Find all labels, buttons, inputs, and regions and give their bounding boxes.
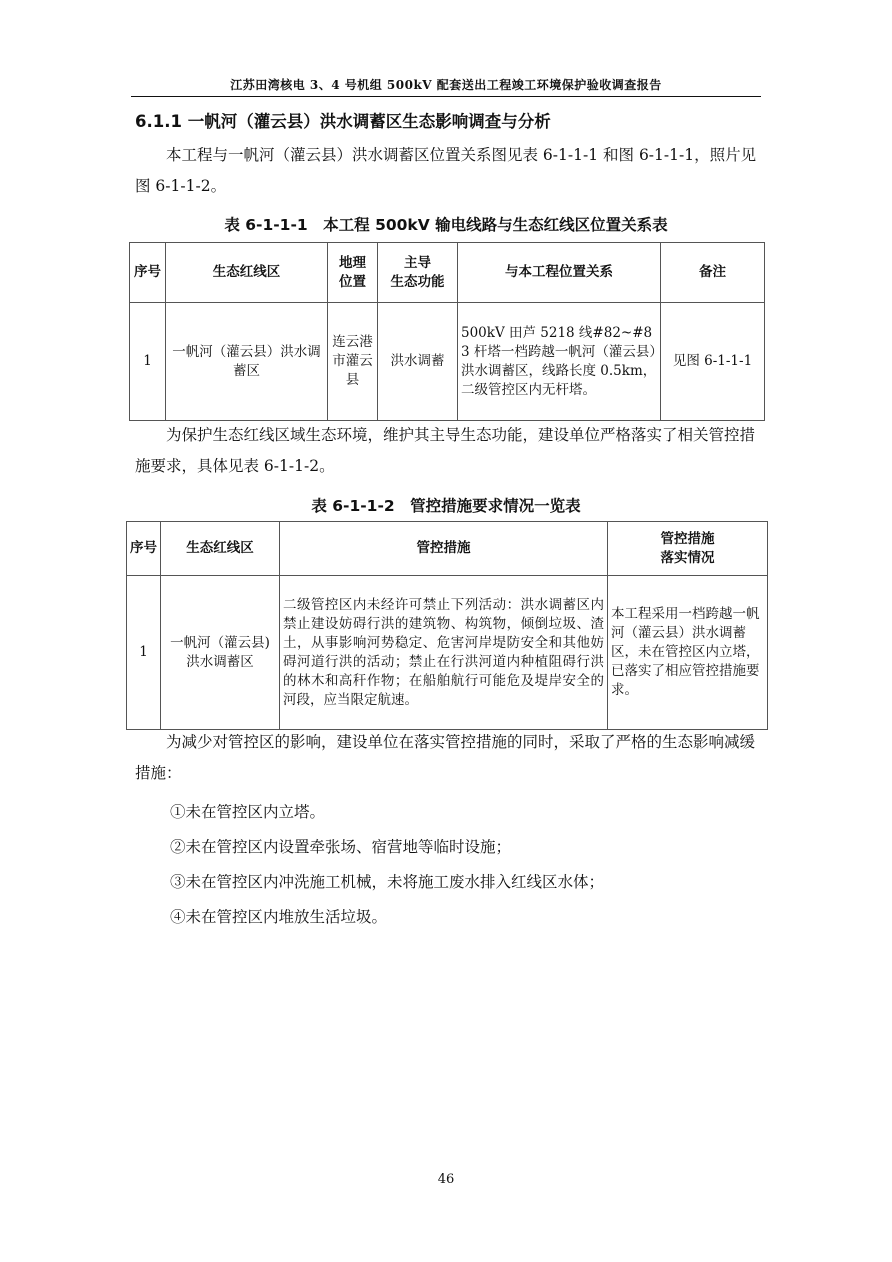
table1-cell-function: 洪水调蓄 — [378, 303, 458, 421]
table1-cell-seq: 1 — [130, 303, 166, 421]
list-item: ②未在管控区内设置牵张场、宿营地等临时设施； — [170, 838, 512, 856]
table1-header-location: 地理 位置 — [328, 243, 378, 303]
table2-cell-seq: 1 — [127, 576, 161, 730]
running-header: 江苏田湾核电 3、4 号机组 500kV 配套送出工程竣工环境保护验收调查报告 — [230, 78, 662, 92]
list-item: ①未在管控区内立塔。 — [170, 803, 326, 821]
paragraph-mitigation: 为减少对管控区的影响，建设单位在落实管控措施的同时，采取了严格的生态影响减缓措施： — [135, 733, 756, 782]
table2-caption: 表 6-1-1-2 管控措施要求情况一览表 — [311, 497, 581, 515]
list-item: ④未在管控区内堆放生活垃圾。 — [170, 908, 388, 926]
table1-cell-relation: 500kV 田芦 5218 线#82~#83 杆塔一档跨越一帆河（灌云县）洪水调蓄区，线路长度 0.5km，二级管控区内无杆塔。 — [458, 303, 661, 421]
paragraph-intro: 本工程与一帆河（灌云县）洪水调蓄区位置关系图见表 6-1-1-1 和图 6-1-1-1，照片见图 6-1-1-2。 — [135, 146, 757, 195]
table1-header-note: 备注 — [661, 243, 765, 303]
table2-header-row — [127, 522, 768, 576]
table1-header-zone: 生态红线区 — [166, 243, 328, 303]
table-position-relation — [129, 242, 765, 421]
table1-header-function: 主导 生态功能 — [378, 243, 458, 303]
table1-cell-note: 见图 6-1-1-1 — [661, 303, 765, 421]
table1-header-seq: 序号 — [130, 243, 166, 303]
table-row — [127, 576, 768, 730]
page-number: 46 — [437, 1172, 455, 1187]
paragraph-protection: 为保护生态红线区域生态环境，维护其主导生态功能，建设单位严格落实了相关管控措施要求，具体见表 6-1-1-2。 — [135, 426, 756, 475]
table2-header-implementation: 管控措施 落实情况 — [608, 522, 768, 576]
table2-header-seq: 序号 — [127, 522, 161, 576]
table2-cell-measures: 二级管控区内未经许可禁止下列活动：洪水调蓄区内禁止建设妨碍行洪的建筑物、构筑物，倾倒垃圾、渣土，从事影响河势稳定、危害河岸堤防安全和其他妨碍河道行洪的活动；禁止在行洪河道内种植阻碍行洪的林木和高秆作物；在船舶航行可能危及堤岸安全的河段，应当限定航速。 — [280, 576, 608, 730]
section-title: 6.1.1 一帆河（灌云县）洪水调蓄区生态影响调查与分析 — [135, 112, 551, 131]
table1-cell-zone: 一帆河（灌云县）洪水调蓄区 — [166, 303, 328, 421]
table-row — [130, 303, 765, 421]
table2-cell-zone: 一帆河（灌云县)洪水调蓄区 — [161, 576, 280, 730]
table1-caption: 表 6-1-1-1 本工程 500kV 输电线路与生态红线区位置关系表 — [224, 216, 668, 234]
table2-header-measures: 管控措施 — [280, 522, 608, 576]
list-item: ③未在管控区内冲洗施工机械，未将施工废水排入红线区水体； — [170, 873, 605, 891]
table2-header-zone: 生态红线区 — [161, 522, 280, 576]
header-rule — [131, 96, 761, 97]
table2-cell-implementation: 本工程采用一档跨越一帆河（灌云县）洪水调蓄区，未在管控区内立塔，已落实了相应管控措施要求。 — [608, 576, 768, 730]
table-control-measures — [126, 521, 768, 730]
table1-cell-location: 连云港市灌云县 — [328, 303, 378, 421]
table1-header-row — [130, 243, 765, 303]
table1-header-relation: 与本工程位置关系 — [458, 243, 661, 303]
